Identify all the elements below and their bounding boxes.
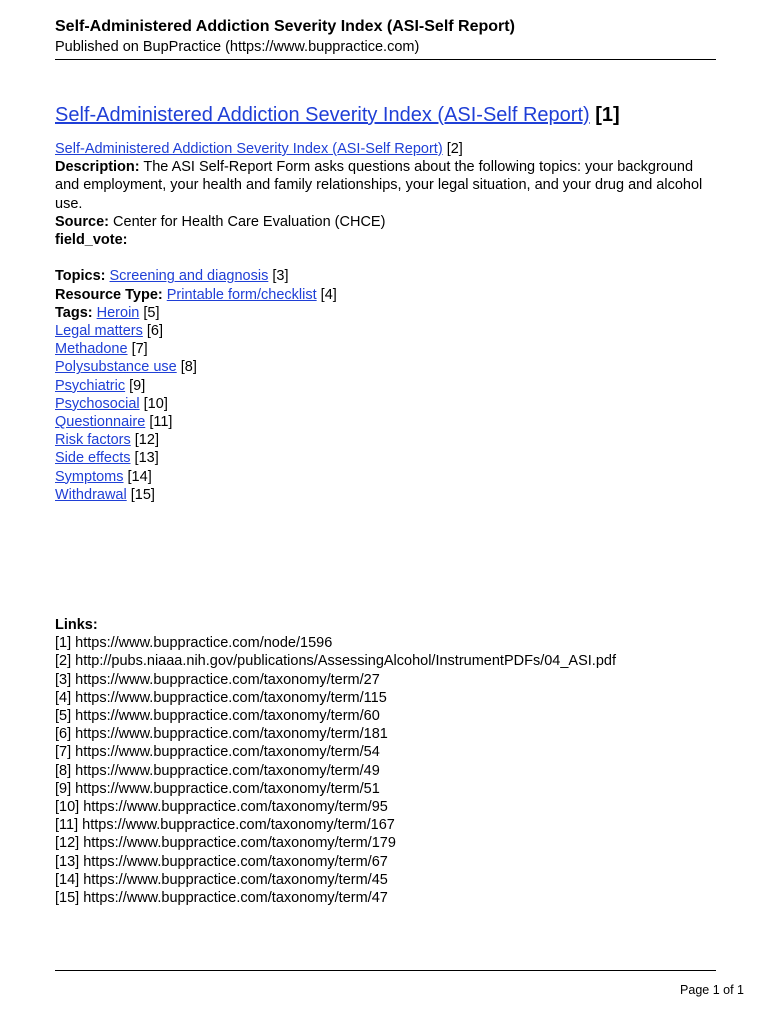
- link-reference: [10] https://www.buppractice.com/taxonomy/term/95: [55, 799, 388, 816]
- source-text: Center for Health Care Evaluation (CHCE): [113, 213, 386, 230]
- link-reference: [14] https://www.buppractice.com/taxonomy/term/45: [55, 871, 388, 888]
- resource-type-label: Resource Type:: [55, 286, 163, 303]
- link-reference: [4] https://www.buppractice.com/taxonomy/term/115: [55, 689, 387, 706]
- page-title: [55, 101, 620, 129]
- tag-link-risk-factors[interactable]: Risk factors: [55, 432, 131, 449]
- tags-label: Tags:: [55, 304, 93, 321]
- link-reference: [5] https://www.buppractice.com/taxonomy/term/60: [55, 708, 380, 725]
- header-title: Self-Administered Addiction Severity Index (ASI-Self Report): [55, 18, 515, 35]
- document-content: [55, 140, 719, 504]
- tag-item: [55, 377, 719, 395]
- resource-type-ref: [4]: [320, 286, 337, 303]
- page-title-link[interactable]: Self-Administered Addiction Severity Index (ASI-Self Report): [55, 104, 590, 126]
- field-vote-label: field_vote:: [55, 232, 128, 249]
- tag-link-heroin[interactable]: Heroin: [96, 304, 140, 321]
- tag-link-symptoms[interactable]: Symptoms: [55, 468, 124, 485]
- doc-link-line: [55, 140, 719, 158]
- tag-item: [55, 322, 719, 340]
- link-reference: [2] http://pubs.niaaa.nih.gov/publications/AssessingAlcohol/InstrumentPDFs/04_ASI.pdf: [55, 653, 616, 670]
- field-vote: [55, 231, 719, 249]
- source: [55, 213, 719, 231]
- tag-ref: [9]: [129, 377, 146, 394]
- tag-ref: [11]: [149, 414, 173, 431]
- topic-link[interactable]: Screening and diagnosis: [109, 268, 269, 285]
- tag-item: [55, 395, 719, 413]
- link-reference: [11] https://www.buppractice.com/taxonomy/term/167: [55, 817, 395, 834]
- header-published-line: Published on BupPractice (https://www.buppractice.com): [55, 39, 420, 55]
- topic-ref: [3]: [272, 268, 289, 285]
- tag-item: [55, 468, 719, 486]
- description: [55, 158, 719, 213]
- tag-link-side-effects[interactable]: Side effects: [55, 450, 131, 467]
- tag-link-psychiatric[interactable]: Psychiatric: [55, 377, 126, 394]
- spacer: [55, 249, 719, 267]
- link-reference: [15] https://www.buppractice.com/taxonomy/term/47: [55, 890, 388, 907]
- source-label: Source:: [55, 213, 109, 230]
- tag-ref: [12]: [134, 432, 159, 449]
- tag-ref: [8]: [180, 359, 197, 376]
- topics-label: Topics:: [55, 268, 106, 285]
- tag-ref: [10]: [143, 395, 168, 412]
- tag-ref: [6]: [146, 323, 164, 340]
- tags-line: [55, 304, 719, 322]
- document-page: [55, 0, 715, 1024]
- link-reference: [3] https://www.buppractice.com/taxonomy/term/27: [55, 671, 380, 688]
- link-reference: [12] https://www.buppractice.com/taxonomy/term/179: [55, 835, 396, 852]
- doc-link[interactable]: Self-Administered Addiction Severity Index (ASI-Self Report): [55, 141, 443, 157]
- tag-link-methadone[interactable]: Methadone: [55, 341, 128, 358]
- description-text: The ASI Self-Report Form asks questions about the following topics: your background and employment, your health and family relationships, your legal situation, and your drug and alcohol use.: [55, 159, 703, 212]
- page-number: Page 1 of 1: [680, 983, 744, 997]
- link-reference: [8] https://www.buppractice.com/taxonomy/term/49: [55, 762, 380, 779]
- description-label: Description:: [55, 159, 140, 176]
- tag-link-withdrawal[interactable]: Withdrawal: [55, 486, 127, 503]
- tag-ref: [13]: [134, 450, 159, 467]
- tag-item: [55, 358, 719, 376]
- page-header: [55, 17, 715, 57]
- topics-line: [55, 267, 719, 285]
- doc-link-ref: [2]: [446, 141, 463, 157]
- tag-link-legal-matters[interactable]: Legal matters: [55, 323, 143, 340]
- resource-type-line: [55, 286, 719, 304]
- header-divider: [55, 59, 716, 60]
- link-reference: [7] https://www.buppractice.com/taxonomy/term/54: [55, 744, 380, 761]
- links-section: [55, 616, 719, 907]
- link-reference: [6] https://www.buppractice.com/taxonomy/term/181: [55, 726, 388, 743]
- tag-ref: [5]: [143, 304, 160, 321]
- link-reference: [9] https://www.buppractice.com/taxonomy/term/51: [55, 780, 380, 797]
- links-label: Links:: [55, 617, 98, 633]
- tag-ref: [15]: [130, 486, 155, 503]
- tag-item: [55, 431, 719, 449]
- tag-link-polysubstance-use[interactable]: Polysubstance use: [55, 359, 177, 376]
- tag-item: [55, 449, 719, 467]
- footer-divider: [55, 970, 716, 971]
- resource-type-link[interactable]: Printable form/checklist: [166, 286, 317, 303]
- tag-item: [55, 413, 719, 431]
- page-title-ref: [1]: [595, 104, 620, 126]
- tag-ref: [14]: [127, 468, 152, 485]
- tag-link-psychosocial[interactable]: Psychosocial: [55, 395, 140, 412]
- link-reference: [13] https://www.buppractice.com/taxonomy/term/67: [55, 853, 388, 870]
- link-reference: [1] https://www.buppractice.com/node/1596: [55, 635, 333, 652]
- tag-ref: [7]: [131, 341, 148, 358]
- tag-item: [55, 340, 719, 358]
- tag-link-questionnaire[interactable]: Questionnaire: [55, 414, 146, 431]
- tag-item: [55, 486, 719, 504]
